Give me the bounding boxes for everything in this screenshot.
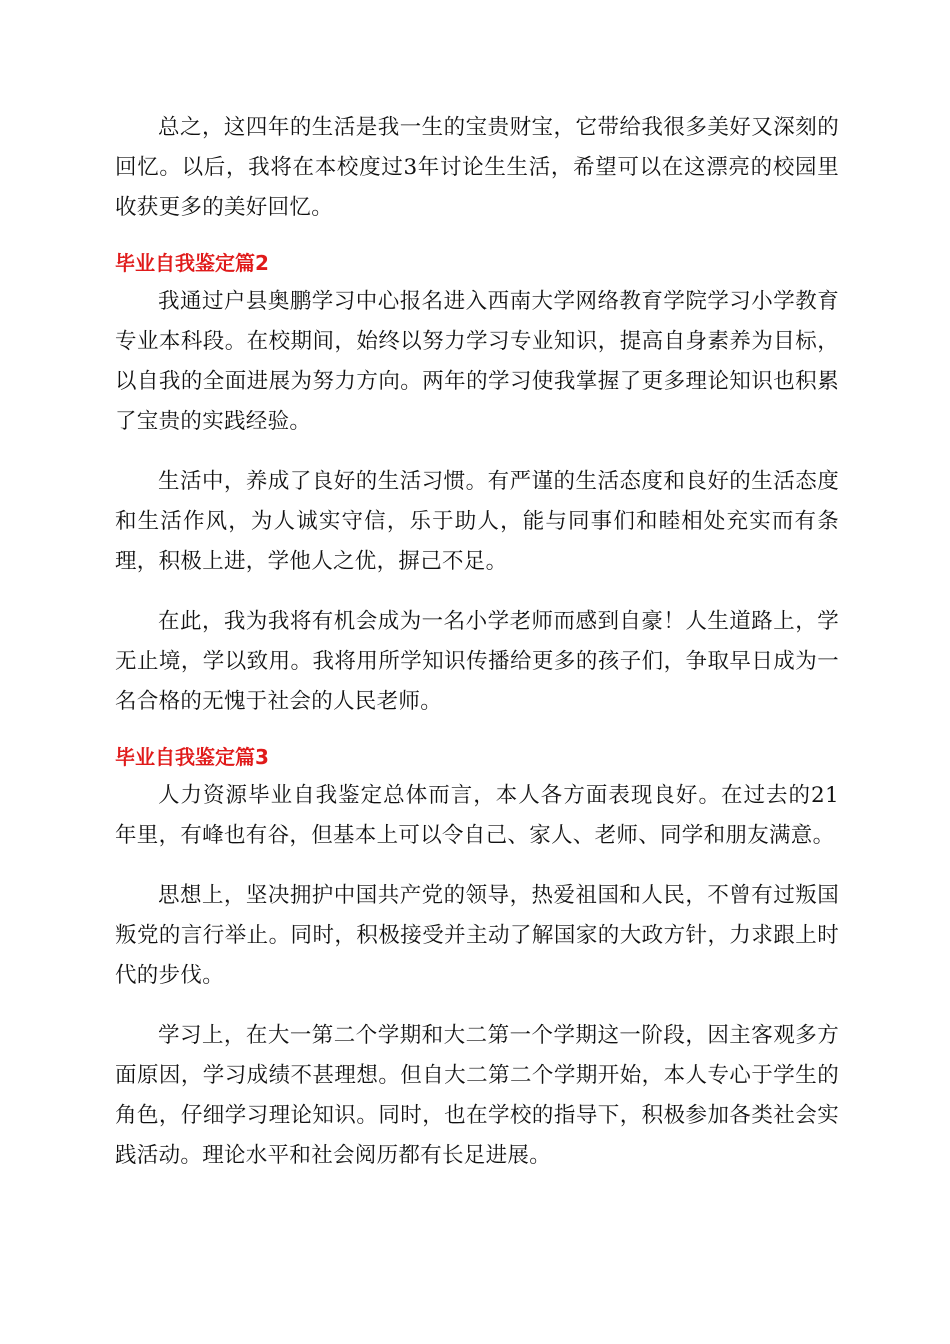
section-paragraph: 思想上，坚决拥护中国共产党的领导，热爱祖国和人民，不曾有过叛国叛党的言行举止。同时，积极接受并主动了解国家的大政方针，力求跟上时代的步伐。 — [115, 883, 839, 988]
document-page — [115, 108, 839, 1196]
section-heading: 毕业自我鉴定篇3 — [115, 745, 269, 769]
section-paragraph: 人力资源毕业自我鉴定总体而言，本人各方面表现良好。在过去的21年里，有峰也有谷，但基本上可以令自己、家人、老师、同学和朋友满意。 — [115, 783, 839, 848]
section-paragraph: 生活中，养成了良好的生活习惯。有严谨的生活态度和良好的生活态度和生活作风，为人诚实守信，乐于助人，能与同事们和睦相处充实而有条理，积极上进，学他人之优，摒己不足。 — [115, 469, 839, 574]
section-2 — [115, 248, 839, 722]
section-paragraph: 学习上，在大一第二个学期和大二第一个学期这一阶段，因主客观多方面原因，学习成绩不甚理想。但自大二第二个学期开始，本人专心于学生的角色，仔细学习理论知识。同时，也在学校的指导下，积极参加各类社会实践活动。理论水平和社会阅历都有长足进展。 — [115, 1023, 839, 1168]
intro-paragraph: 总之，这四年的生活是我一生的宝贵财宝，它带给我很多美好又深刻的回忆。以后，我将在本校度过3年讨论生生活，希望可以在这漂亮的校园里收获更多的美好回忆。 — [115, 115, 839, 220]
section-3 — [115, 742, 839, 1176]
section-paragraph: 我通过户县奥鹏学习中心报名进入西南大学网络教育学院学习小学教育专业本科段。在校期间，始终以努力学习专业知识，提高自身素养为目标，以自我的全面进展为努力方向。两年的学习使我掌握了更多理论知识也积累了宝贵的实践经验。 — [115, 289, 839, 434]
section-paragraph: 在此，我为我将有机会成为一名小学老师而感到自豪！人生道路上，学无止境，学以致用。我将用所学知识传播给更多的孩子们，争取早日成为一名合格的无愧于社会的人民老师。 — [115, 609, 839, 714]
section-heading: 毕业自我鉴定篇2 — [115, 251, 269, 275]
